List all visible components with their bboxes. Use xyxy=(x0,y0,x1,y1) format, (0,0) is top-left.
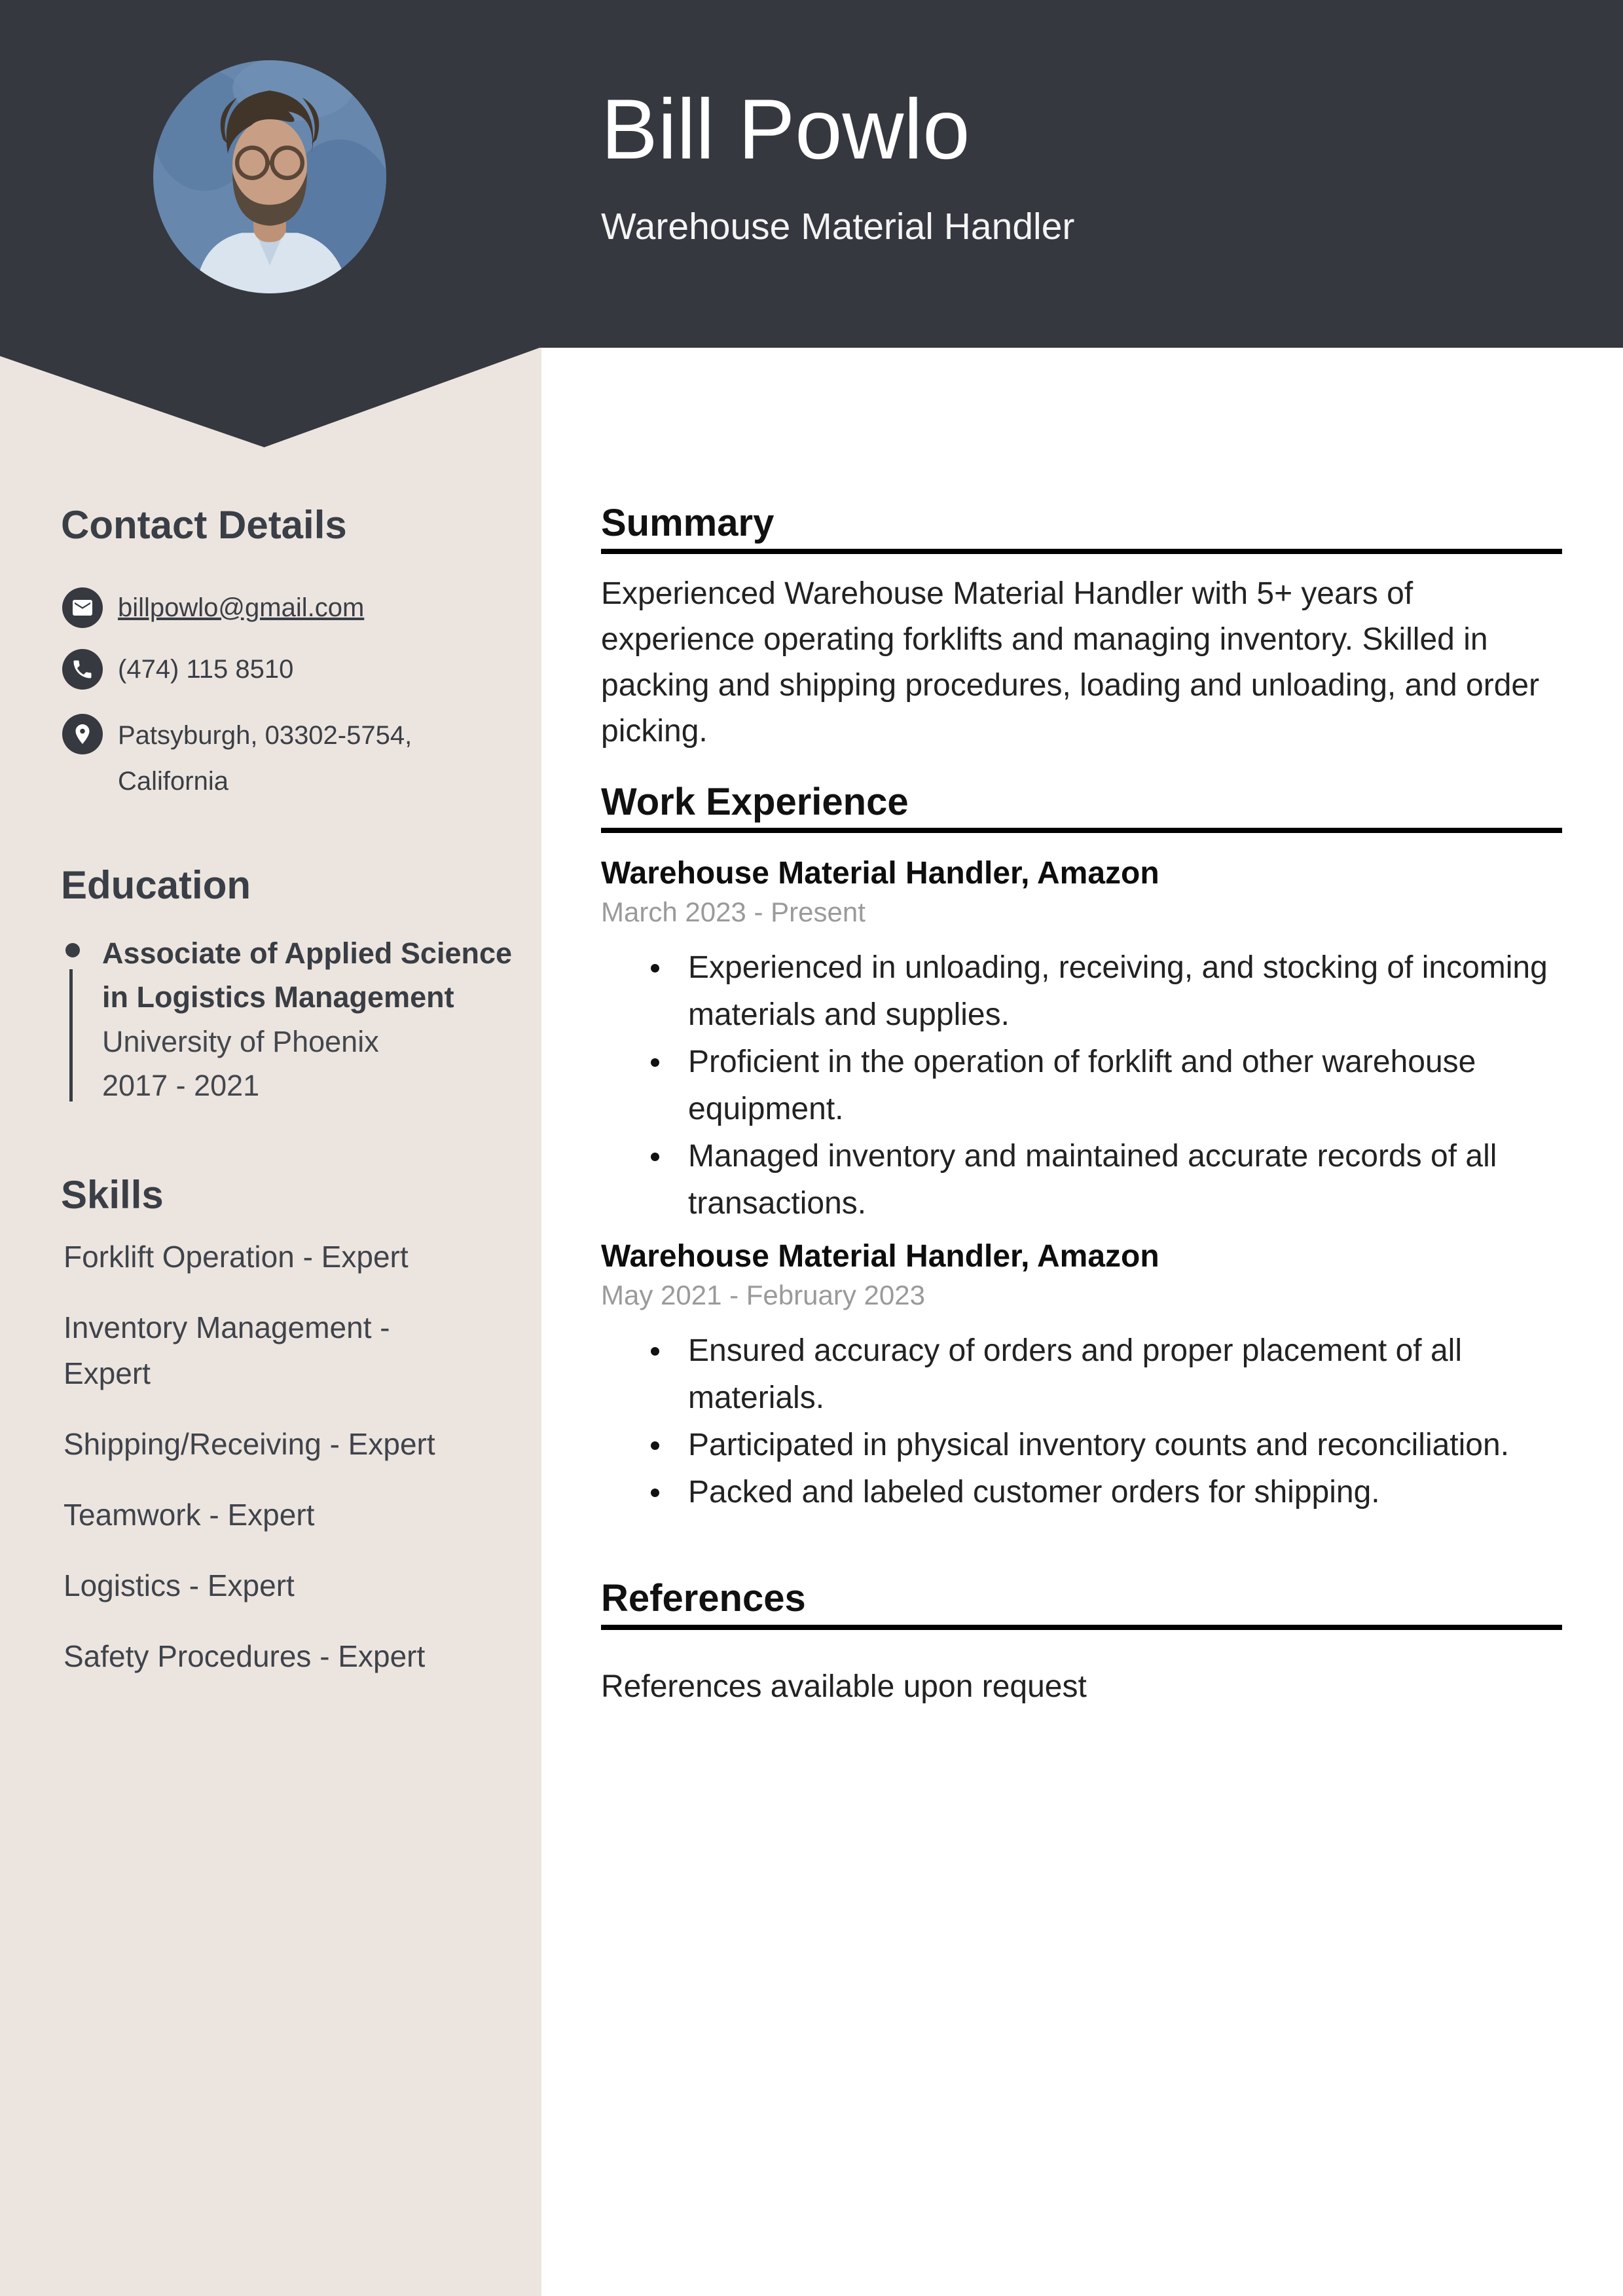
education-heading: Education xyxy=(61,863,251,907)
skill-item: Logistics - Expert xyxy=(64,1568,295,1602)
job-bullet-list xyxy=(601,1327,1562,1516)
person-title: Warehouse Material Handler xyxy=(601,206,1075,248)
education-years: 2017 - 2021 xyxy=(102,1069,260,1102)
work-experience-heading: Work Experience xyxy=(601,781,909,823)
job-dates: March 2023 - Present xyxy=(601,897,866,927)
summary-heading-rule xyxy=(601,549,1562,554)
education-timeline-dot xyxy=(65,943,80,957)
job-entry xyxy=(601,855,1562,1227)
contact-details-heading: Contact Details xyxy=(61,503,347,547)
skills-heading: Skills xyxy=(61,1173,164,1217)
person-name: Bill Powlo xyxy=(601,81,970,177)
job-bullet-list xyxy=(601,944,1562,1227)
job-title: Warehouse Material Handler, Amazon xyxy=(601,1239,1159,1274)
education-timeline-line xyxy=(69,969,73,1102)
summary-heading: Summary xyxy=(601,502,775,544)
job-bullet: Participated in physical inventory counts and reconciliation. xyxy=(601,1422,1562,1469)
skill-item: Teamwork - Expert xyxy=(64,1498,315,1532)
email-link[interactable]: billpowlo@gmail.com xyxy=(118,593,365,622)
references-heading: References xyxy=(601,1577,806,1620)
avatar xyxy=(153,60,386,293)
location-pin-icon xyxy=(62,714,103,754)
skill-item: Shipping/Receiving - Expert xyxy=(64,1427,435,1461)
job-dates: May 2021 - February 2023 xyxy=(601,1280,925,1310)
skill-item: Inventory Management - Expert xyxy=(64,1310,390,1390)
job-bullet: Proficient in the operation of forklift and other warehouse equipment. xyxy=(601,1039,1562,1133)
location-text: Patsyburgh, 03302-5754, California xyxy=(118,721,412,796)
references-heading-rule xyxy=(601,1625,1562,1630)
phone-number: (474) 115 8510 xyxy=(118,655,294,684)
job-bullet: Ensured accuracy of orders and proper placement of all materials. xyxy=(601,1327,1562,1422)
skill-item: Forklift Operation - Expert xyxy=(64,1240,409,1274)
profile-photo-illustration xyxy=(153,60,386,293)
skill-item: Safety Procedures - Expert xyxy=(64,1639,426,1673)
job-entry xyxy=(601,1238,1562,1516)
education-school: University of Phoenix xyxy=(102,1025,379,1058)
job-bullet: Managed inventory and maintained accurate records of all transactions. xyxy=(601,1133,1562,1227)
skills-list xyxy=(64,1234,466,1679)
job-bullet: Experienced in unloading, receiving, and stocking of incoming materials and supplies. xyxy=(601,944,1562,1039)
education-degree: Associate of Applied Science in Logistics Management xyxy=(102,936,513,1014)
phone-icon xyxy=(62,649,103,690)
references-text: References available upon request xyxy=(601,1669,1087,1704)
job-bullet: Packed and labeled customer orders for shipping. xyxy=(601,1469,1562,1516)
summary-text: Experienced Warehouse Material Handler with 5+ years of experience operating forklifts and managing inventory. Skilled in packing and shipping procedures, loading and unloading, and order picking. xyxy=(601,576,1540,749)
job-title: Warehouse Material Handler, Amazon xyxy=(601,856,1159,891)
mail-icon xyxy=(62,587,103,628)
work-experience-heading-rule xyxy=(601,828,1562,833)
